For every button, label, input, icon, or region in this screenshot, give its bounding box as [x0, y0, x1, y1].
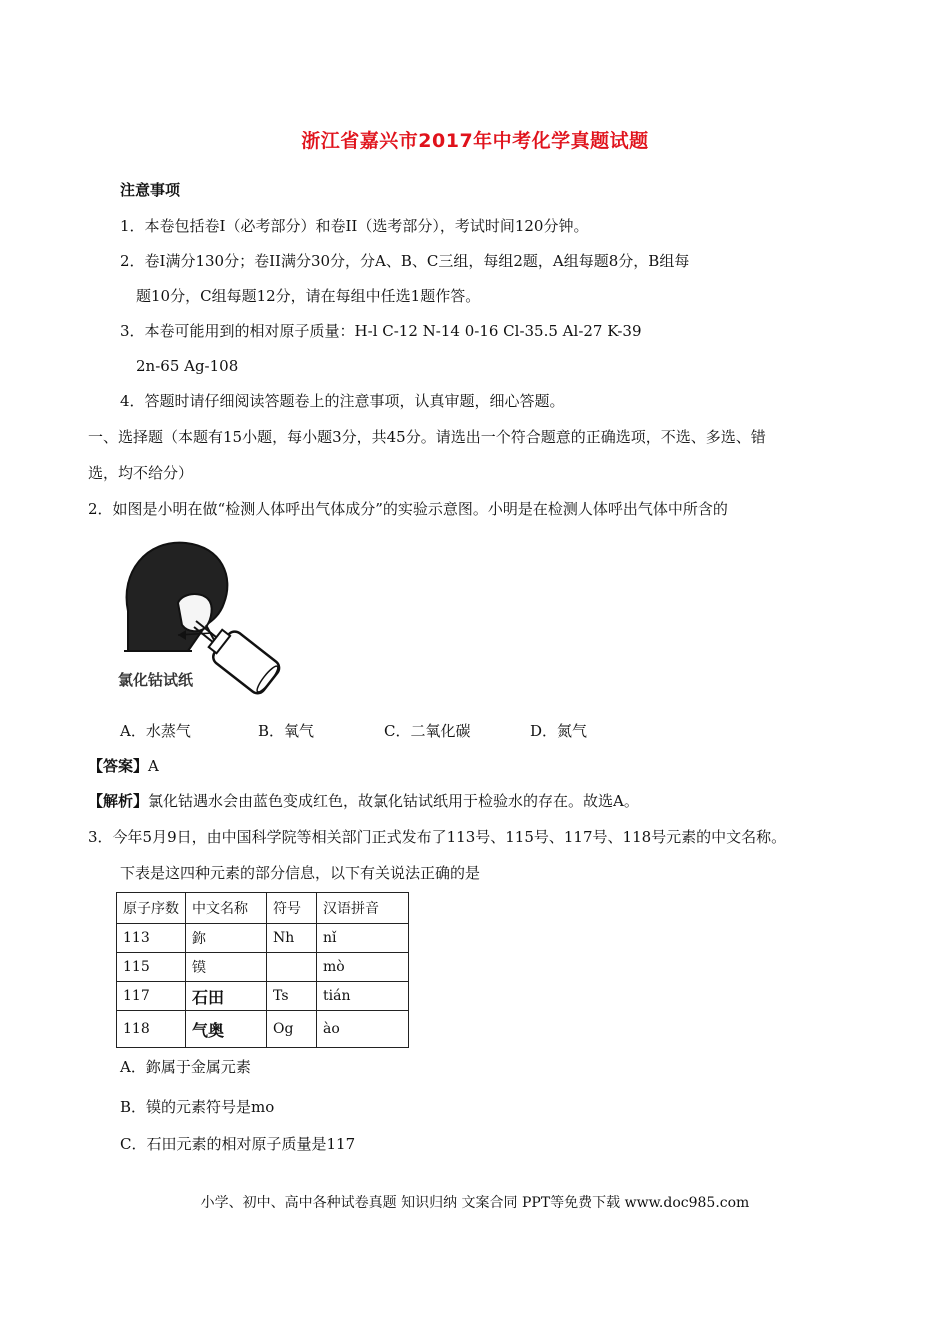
table-row — [117, 982, 409, 1011]
answer-value: A — [148, 757, 159, 775]
bottle — [204, 623, 283, 696]
table-cell: 气奥 — [186, 1011, 267, 1048]
table-header: 原子序数 — [117, 893, 186, 924]
answer-tag: 【答案】 — [88, 757, 149, 775]
element-table — [116, 892, 409, 1048]
question-2-analysis — [88, 791, 639, 811]
notice-item-3: 3．本卷可能用到的相对原子质量：H-l C-12 N-14 0-16 Cl-35.5 Al-27 K-39 — [120, 322, 642, 340]
table-cell: 113 — [117, 924, 186, 953]
table-cell: tián — [317, 982, 409, 1011]
analysis-tag: 【解析】 — [88, 792, 149, 810]
table-cell: 117 — [117, 982, 186, 1011]
section-heading-cont: 选，均不给分） — [88, 464, 194, 482]
table-row — [117, 1011, 409, 1048]
table-cell: Nh — [267, 924, 317, 953]
section-heading: 一、选择题（本题有15小题，每小题3分，共45分。请选出一个符合题意的正确选项，不选、多选、错 — [88, 428, 766, 446]
analysis-text: 氯化钴遇水会由蓝色变成红色，故氯化钴试纸用于检验水的存在。故选A。 — [148, 792, 639, 810]
table-header: 汉语拼音 — [317, 893, 409, 924]
table-cell: Ts — [267, 982, 317, 1011]
notice-item-2: 2．卷I满分130分；卷II满分30分，分A、B、C三组，每组2题，A组每题8分，B组每 — [120, 252, 690, 270]
table-cell — [267, 953, 317, 982]
question-2-stem: 2．如图是小明在做“检测人体呼出气体成分”的实验示意图。小明是在检测人体呼出气体中所含的 — [88, 500, 728, 518]
option-d: D．氮气 — [530, 722, 588, 740]
option-a: A．水蒸气 — [120, 722, 191, 740]
page-footer: 小学、初中、高中各种试卷真题 知识归纳 文案合同 PPT等免费下载 www.doc985.com — [200, 1195, 750, 1211]
question-3-option-a: A．鉨属于金属元素 — [120, 1058, 251, 1076]
option-c: C．二氧化碳 — [384, 722, 471, 740]
table-cell: mò — [317, 953, 409, 982]
breath-test-figure — [116, 533, 286, 698]
table-cell: 镆 — [186, 953, 267, 982]
table-row — [117, 953, 409, 982]
question-3-option-b: B．镆的元素符号是mo — [120, 1098, 275, 1116]
question-2-options — [120, 721, 587, 741]
table-cell: 鉨 — [186, 924, 267, 953]
notice-item-4: 4．答题时请仔细阅读答题卷上的注意事项，认真审题，细心答题。 — [120, 392, 565, 410]
table-cell: 石田 — [186, 982, 267, 1011]
table-header: 符号 — [267, 893, 317, 924]
table-cell: 118 — [117, 1011, 186, 1048]
table-row — [117, 924, 409, 953]
table-cell: Og — [267, 1011, 317, 1048]
page-title: 浙江省嘉兴市2017年中考化学真题试题 — [301, 130, 649, 152]
table-header-row — [117, 893, 409, 924]
question-3-stem-cont: 下表是这四种元素的部分信息，以下有关说法正确的是 — [120, 864, 481, 882]
option-b: B．氧气 — [258, 722, 315, 740]
figure-label: 氯化钴试纸 — [118, 671, 194, 689]
table-header: 中文名称 — [186, 893, 267, 924]
question-2-answer — [88, 756, 159, 776]
table-cell: nǐ — [317, 924, 409, 953]
question-3-option-c: C．石田元素的相对原子质量是117 — [120, 1135, 356, 1153]
notice-heading: 注意事项 — [120, 181, 181, 199]
notice-item-2-cont: 题10分，C组每题12分，请在每组中任选1题作答。 — [136, 287, 481, 305]
table-cell: 115 — [117, 953, 186, 982]
notice-item-3-cont: 2n-65 Ag-108 — [136, 357, 239, 375]
table-cell: ào — [317, 1011, 409, 1048]
notice-item-1: 1．本卷包括卷I（必考部分）和卷II（选考部分），考试时间120分钟。 — [120, 217, 589, 235]
question-3-stem: 3．今年5月9日，由中国科学院等相关部门正式发布了113号、115号、117号、118号元素的中文名称。 — [88, 828, 787, 846]
